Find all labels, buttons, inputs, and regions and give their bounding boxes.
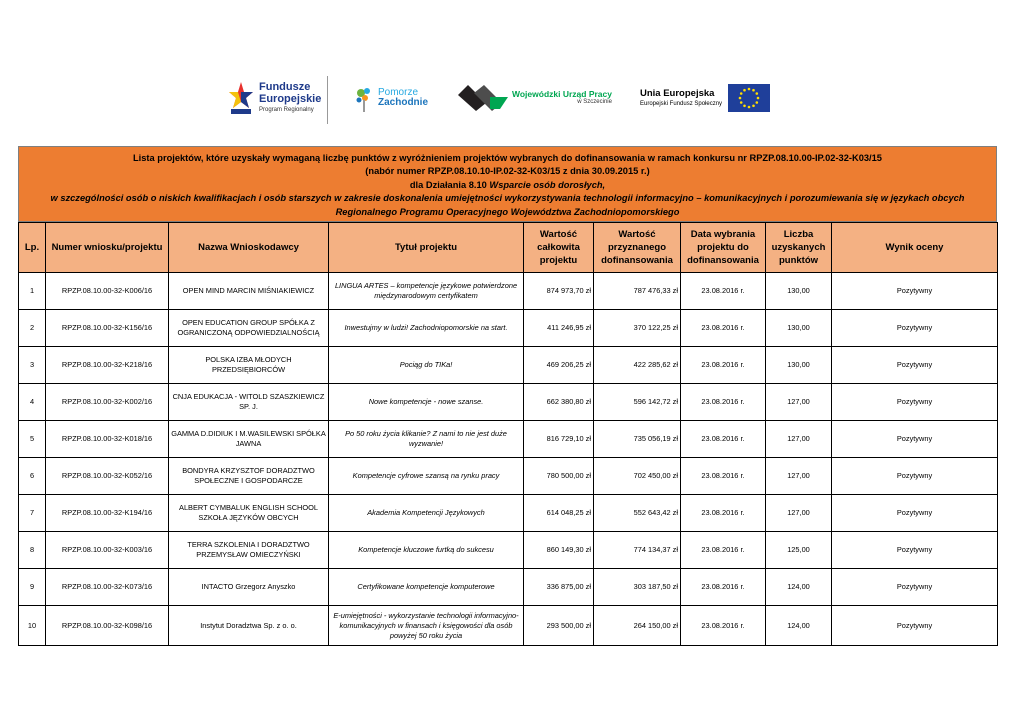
cell-result: Pozytywny	[832, 569, 998, 606]
cell-funding: 596 142,72 zł	[594, 384, 681, 421]
cell-total-value: 469 206,25 zł	[524, 347, 594, 384]
cell-lp: 3	[19, 347, 46, 384]
cell-title: E-umiejętności - wykorzystanie technologii informacyjno-komunikacyjnych w finansach i księgowości dla osób powyżej 50 roku życia	[329, 606, 524, 646]
cell-title: Kompetencje cyfrowe szansą na rynku pracy	[329, 458, 524, 495]
pomorze-flower-icon	[353, 83, 375, 113]
wup-logo	[456, 70, 612, 126]
cell-date: 23.08.2016 r.	[681, 421, 766, 458]
cell-date: 23.08.2016 r.	[681, 532, 766, 569]
cell-result: Pozytywny	[832, 347, 998, 384]
col-header-total-value: Wartość całkowita projektu	[524, 223, 594, 273]
table-row	[19, 606, 998, 646]
cell-applicant: OPEN MIND MARCIN MIŚNIAKIEWICZ	[169, 273, 329, 310]
col-header-funding: Wartość przyznanego dofinansowania	[594, 223, 681, 273]
cell-funding: 735 056,19 zł	[594, 421, 681, 458]
cell-lp: 7	[19, 495, 46, 532]
cell-result: Pozytywny	[832, 421, 998, 458]
cell-total-value: 780 500,00 zł	[524, 458, 594, 495]
cell-points: 124,00	[766, 606, 832, 646]
cell-lp: 6	[19, 458, 46, 495]
table-row	[19, 495, 998, 532]
cell-date: 23.08.2016 r.	[681, 606, 766, 646]
document-title-banner	[18, 146, 997, 222]
banner-line3-prefix: dla Działania 8.10	[409, 179, 490, 190]
cell-funding: 552 643,42 zł	[594, 495, 681, 532]
wup-line1: Wojewódzki Urząd Pracy	[512, 89, 612, 100]
cell-date: 23.08.2016 r.	[681, 458, 766, 495]
cell-points: 127,00	[766, 421, 832, 458]
banner-line4-text: w szczególności osób o niskich kwalifikacjach i osób starszych w zakresie doskonalenia umiejętności wykorzystywania technologii informacyjno – komunikacyjnych i porozumiewania się w językach obcych	[50, 193, 965, 204]
cell-title: Pociąg do TIKa!	[329, 347, 524, 384]
cell-funding: 264 150,00 zł	[594, 606, 681, 646]
col-header-points: Liczba uzyskanych punktów	[766, 223, 832, 273]
cell-number: RPZP.08.10.00-32-K073/16	[46, 569, 169, 606]
cell-number: RPZP.08.10.00-32-K218/16	[46, 347, 169, 384]
fe-line1: Fundusze	[259, 81, 311, 94]
table-row	[19, 347, 998, 384]
cell-lp: 1	[19, 273, 46, 310]
table-row	[19, 384, 998, 421]
cell-applicant: GAMMA D.DIDIUK I M.WASILEWSKI SPÓŁKA JAWNA	[169, 421, 329, 458]
cell-date: 23.08.2016 r.	[681, 569, 766, 606]
banner-line1: Lista projektów, które uzyskały wymaganą liczbę punktów z wyróżnieniem projektów wybranych do dofinansowania w ramach konkursu nr RPZP.08.10.00-IP.02-32-K03/15	[133, 153, 882, 163]
col-header-date: Data wybrania projektu do dofinansowania	[681, 223, 766, 273]
cell-total-value: 411 246,95 zł	[524, 310, 594, 347]
cell-title: Kompetencje kluczowe furtką do sukcesu	[329, 532, 524, 569]
cell-date: 23.08.2016 r.	[681, 495, 766, 532]
fe-line2: Europejskie	[259, 92, 322, 105]
cell-lp: 9	[19, 569, 46, 606]
fe-star-icon	[228, 80, 254, 116]
cell-title: Certyfikowane kompetencje komputerowe	[329, 569, 524, 606]
ue-line1: Unia Europejska	[640, 87, 715, 99]
col-header-lp: Lp.	[19, 223, 46, 273]
cell-funding: 787 476,33 zł	[594, 273, 681, 310]
table-row	[19, 310, 998, 347]
cell-title: Nowe kompetencje - nowe szanse.	[329, 384, 524, 421]
table-row	[19, 569, 998, 606]
cell-title: Akademia Kompetencji Językowych	[329, 495, 524, 532]
cell-points: 130,00	[766, 347, 832, 384]
cell-lp: 5	[19, 421, 46, 458]
cell-result: Pozytywny	[832, 495, 998, 532]
cell-points: 127,00	[766, 495, 832, 532]
cell-number: RPZP.08.10.00-32-K052/16	[46, 458, 169, 495]
cell-result: Pozytywny	[832, 273, 998, 310]
cell-date: 23.08.2016 r.	[681, 310, 766, 347]
cell-funding: 422 285,62 zł	[594, 347, 681, 384]
cell-total-value: 293 500,00 zł	[524, 606, 594, 646]
cell-result: Pozytywny	[832, 606, 998, 646]
eu-flag-icon	[728, 84, 770, 112]
table-body	[19, 273, 998, 646]
banner-line2: (nabór numer RPZP.08.10.10-IP.02-32-K03/15 z dnia 30.09.2015 r.)	[365, 166, 650, 177]
unia-europejska-logo	[640, 70, 770, 126]
cell-lp: 8	[19, 532, 46, 569]
cell-result: Pozytywny	[832, 532, 998, 569]
cell-funding: 370 122,25 zł	[594, 310, 681, 347]
logo-divider	[327, 76, 328, 124]
col-header-applicant: Nazwa Wnioskodawcy	[169, 223, 329, 273]
cell-date: 23.08.2016 r.	[681, 273, 766, 310]
cell-applicant: ALBERT CYMBALUK ENGLISH SCHOOL SZKOŁA JĘZYKÓW OBCYCH	[169, 495, 329, 532]
banner-line3	[19, 179, 996, 192]
table-row	[19, 273, 998, 310]
cell-number: RPZP.08.10.00-32-K002/16	[46, 384, 169, 421]
cell-applicant: POLSKA IZBA MŁODYCH PRZEDSIĘBIORCÓW	[169, 347, 329, 384]
cell-points: 130,00	[766, 273, 832, 310]
cell-total-value: 614 048,25 zł	[524, 495, 594, 532]
fe-line3: Program Regionalny	[259, 107, 314, 114]
col-header-result: Wynik oceny	[832, 223, 998, 273]
cell-title: Po 50 roku życia klikanie? Z nami to nie jest duże wyzwanie!	[329, 421, 524, 458]
table-row	[19, 421, 998, 458]
cell-applicant: TERRA SZKOLENIA I DORADZTWO PRZEMYSŁAW OMIECZYŃSKI	[169, 532, 329, 569]
pz-line1: Pomorze	[378, 86, 419, 98]
cell-result: Pozytywny	[832, 310, 998, 347]
cell-number: RPZP.08.10.00-32-K018/16	[46, 421, 169, 458]
cell-points: 130,00	[766, 310, 832, 347]
cell-total-value: 816 729,10 zł	[524, 421, 594, 458]
wup-arrow-icon	[456, 83, 508, 113]
cell-points: 127,00	[766, 458, 832, 495]
banner-line4	[19, 192, 996, 205]
wup-line2: w Szczecinie	[577, 99, 612, 106]
cell-total-value: 662 380,80 zł	[524, 384, 594, 421]
cell-funding: 303 187,50 zł	[594, 569, 681, 606]
cell-number: RPZP.08.10.00-32-K006/16	[46, 273, 169, 310]
cell-result: Pozytywny	[832, 458, 998, 495]
cell-total-value: 860 149,30 zł	[524, 532, 594, 569]
cell-points: 124,00	[766, 569, 832, 606]
cell-applicant: OPEN EDUCATION GROUP SPÓŁKA Z OGRANICZONĄ ODPOWIEDZIALNOŚCIĄ	[169, 310, 329, 347]
cell-date: 23.08.2016 r.	[681, 347, 766, 384]
cell-date: 23.08.2016 r.	[681, 384, 766, 421]
fundusze-europejskie-logo	[228, 70, 321, 126]
col-header-number: Numer wniosku/projektu	[46, 223, 169, 273]
cell-applicant: Instytut Doradztwa Sp. z o. o.	[169, 606, 329, 646]
cell-title: LINGUA ARTES – kompetencje językowe potwierdzone międzynarodowym certyfikatem	[329, 273, 524, 310]
logo-strip	[0, 70, 1024, 140]
cell-points: 125,00	[766, 532, 832, 569]
cell-applicant: INTACTO Grzegorz Anyszko	[169, 569, 329, 606]
cell-funding: 774 134,37 zł	[594, 532, 681, 569]
pz-line2: Zachodnie	[378, 97, 429, 108]
cell-lp: 10	[19, 606, 46, 646]
banner-line5-text: Regionalnego Programu Operacyjnego Województwa Zachodniopomorskiego	[335, 206, 680, 217]
cell-number: RPZP.08.10.00-32-K098/16	[46, 606, 169, 646]
table-header-row	[19, 223, 998, 273]
banner-line3-italic: Wsparcie osób dorosłych,	[489, 179, 606, 190]
ue-line2: Europejski Fundusz Społeczny	[640, 100, 723, 107]
cell-applicant: CNJA EDUKACJA - WITOLD SZASZKIEWICZ SP. J.	[169, 384, 329, 421]
cell-result: Pozytywny	[832, 384, 998, 421]
cell-number: RPZP.08.10.00-32-K156/16	[46, 310, 169, 347]
col-header-title: Tytuł projektu	[329, 223, 524, 273]
cell-funding: 702 450,00 zł	[594, 458, 681, 495]
cell-lp: 2	[19, 310, 46, 347]
cell-number: RPZP.08.10.00-32-K003/16	[46, 532, 169, 569]
projects-table	[18, 222, 998, 646]
table-row	[19, 458, 998, 495]
cell-points: 127,00	[766, 384, 832, 421]
cell-number: RPZP.08.10.00-32-K194/16	[46, 495, 169, 532]
cell-title: Inwestujmy w ludzi! Zachodniopomorskie na start.	[329, 310, 524, 347]
cell-lp: 4	[19, 384, 46, 421]
cell-total-value: 336 875,00 zł	[524, 569, 594, 606]
cell-total-value: 874 973,70 zł	[524, 273, 594, 310]
cell-applicant: BONDYRA KRZYSZTOF DORADZTWO SPOŁECZNE I GOSPODARCZE	[169, 458, 329, 495]
table-row	[19, 532, 998, 569]
banner-line5	[19, 206, 996, 219]
pomorze-zachodnie-logo	[353, 70, 428, 126]
